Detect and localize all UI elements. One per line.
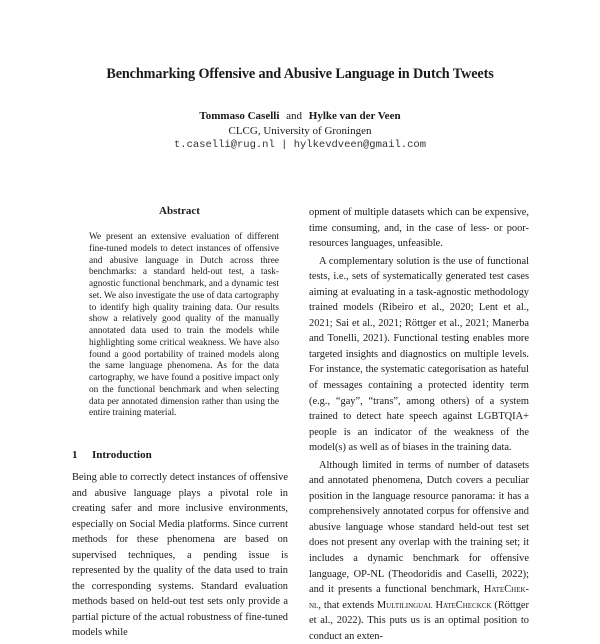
body-paragraph: A complementary solution is the use of functional tests, i.e., sets of systematically generated test cases aiming at evaluating in a task-agnostic methodology trained models (Ribeiro et al., 2020; Lent et al., 2021; Sai et al., 2021; Röttger et al., 2021; Manerba and Tonelli, 2021). Functional testing enables more targeted insights and diagnostics on multiple levels. For instance, the systematic categorisation as hateful of messages containing a protected identity term (e.g., “gay”, “trans”, among others) of a system trained to detect hate speech against LGBTQIA+ people is an indicator of the weakness of the model(s) as well as of biases in the training data. <box>309 255 529 454</box>
author-emails: t.caselli@rug.nl | hylkevdveen@gmail.com <box>173 139 427 151</box>
author-name: Tommaso Caselli <box>199 110 280 122</box>
author-connector: and <box>286 110 303 122</box>
left-column-body <box>72 470 288 641</box>
section-number: 1 <box>72 449 78 461</box>
section-heading <box>72 449 152 461</box>
body-paragraph <box>309 458 529 644</box>
text-run: Although limited in terms of number of datasets and annotated phenomena, Dutch covers a peculiar position in the language resource panorama: it has a comprehensively annotated corpus for offensive and abusive language whose standard held-out test set does not present any overlap with the training set; it includes a dynamic benchmark for offensive language, OP-NL (Theodoridis and Caselli, 2022); and it presents a functional benchmark, <box>309 459 529 596</box>
body-paragraph: Being able to correctly detect instances of offensive and abusive language plays a pivotal role in creating safer and more inclusive environments, especially on Social Media platforms. Since current methods for these phenomena are based on supervised techniques, a pending issue is represented by the quality of the data used to train the corresponding systems. Standard evaluation methods based on held-out test sets only provide a partial picture of the actual robustness of fine-tuned models while <box>72 472 288 639</box>
author-line <box>0 110 600 122</box>
body-paragraph: opment of multiple datasets which can be expensive, time consuming, and, in the case of less- or poor-resources languages, unfeasible. <box>309 207 529 250</box>
benchmark-name: Multilingual HateCheckck <box>376 599 492 611</box>
section-title: Introduction <box>92 449 152 461</box>
abstract-text: We present an extensive evaluation of different fine-tuned models to detect instances of offensive and abusive language in Dutch across three benchmarks: a standard held-out test, a task-agnostic functional benchmark, and a dynamic test set. We also investigate the use of data cartography to identify high quality training data. Our results show a relatively good quality of the manually annotated data used to train the models while highlighting some critical weakness. We have also found a good portability of trained models along the same language phenomena. As for the data cartography, we have found a positive impact only on the functional benchmark and when selecting data per annotated dimension rather than using the entire training material. <box>89 232 279 419</box>
abstract-heading: Abstract <box>159 205 200 217</box>
paper-title: Benchmarking Offensive and Abusive Language in Dutch Tweets <box>106 66 494 82</box>
affiliation: CLCG, University of Groningen <box>228 125 372 137</box>
author-name: Hylke van der Veen <box>308 110 401 122</box>
benchmark-name: HateChek-nl <box>309 584 529 611</box>
right-column-body <box>309 205 529 644</box>
text-run: , that extends <box>318 599 377 611</box>
text-run: (Röttger et al., 2022). This puts us is an optimal position to conduct an exten- <box>309 599 530 642</box>
